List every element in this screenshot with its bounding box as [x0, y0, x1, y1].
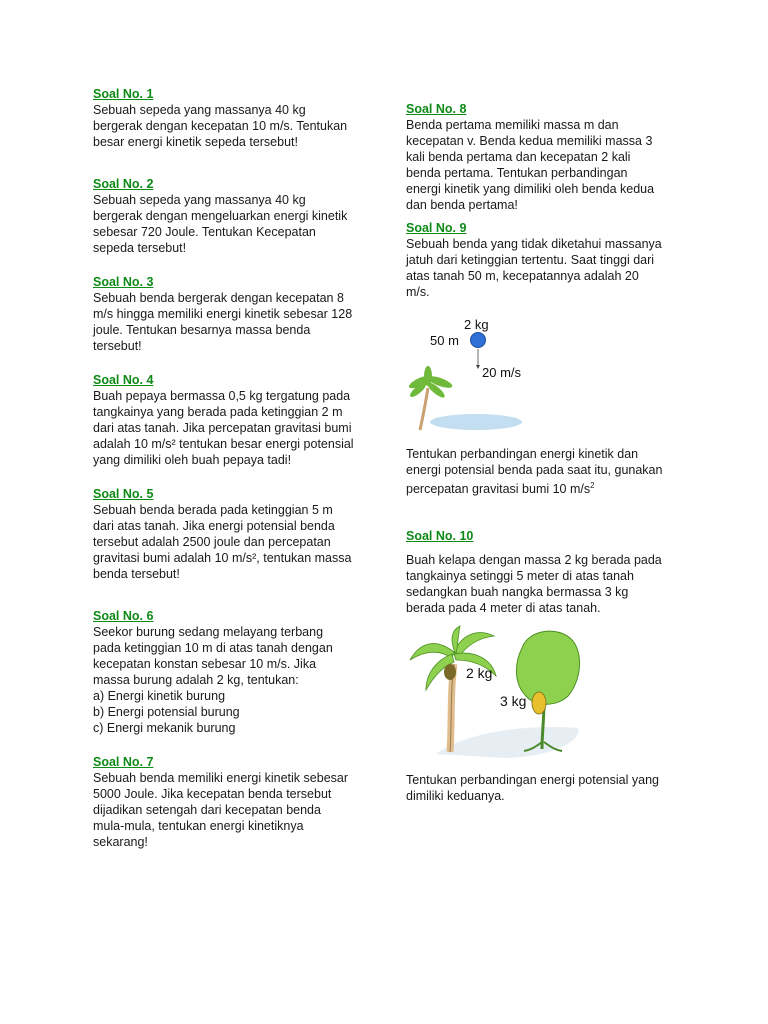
problem-7-text: Sebuah benda memiliki energi kinetik sebesar 5000 Joule. Jika kecepatan benda tersebut dijadikan setengah dari kecepatan benda mula-mula, tentukan energi kinetiknya sekarang!: [93, 771, 349, 849]
mass-label: 2 kg: [464, 317, 489, 332]
problem-10: [406, 528, 681, 804]
problem-5: [93, 486, 368, 582]
problem-9: [406, 220, 681, 497]
problem-6-title: Soal No. 6: [93, 609, 154, 623]
palm-leaves-icon: [407, 366, 453, 400]
speed-label: 20 m/s: [482, 365, 522, 380]
problem-2-text: Sebuah sepeda yang massanya 40 kg bergerak dengan mengeluarkan energi kinetik sebesar 720 Joule. Tentukan Kecepatan sepeda tersebut!: [93, 193, 348, 255]
problem-10-text: Buah kelapa dengan massa 2 kg berada pada tangkainya setinggi 5 meter di atas tanah sedangkan buah nangka bermassa 3 kg berada pada 4 meter di atas tanah.: [406, 553, 662, 616]
problem-1-title: Soal No. 1: [93, 87, 154, 101]
pond-shadow: [430, 414, 522, 430]
jackfruit-mass-label: 3 kg: [500, 693, 527, 710]
problem-7-title: Soal No. 7: [93, 755, 154, 769]
problem-4-text: Buah pepaya bermassa 0,5 kg tergatung pada tangkainya yang berada pada ketinggian 2 m dari atas tanah. Jika percepatan gravitasi bumi adalah 10 m/s² tentukan besar energi potensial yang dimiliki oleh buah pepaya tadi!: [93, 389, 354, 467]
arrow-head-icon: [476, 365, 480, 369]
problem-1-text: Sebuah sepeda yang massanya 40 kg bergerak dengan kecepatan 10 m/s. Tentukan besar energi kinetik sepeda tersebut!: [93, 103, 348, 149]
problem-6: [93, 608, 368, 736]
jackfruit-fruit: [532, 692, 546, 714]
problem-10-question: Tentukan perbandingan energi potensial yang dimiliki keduanya.: [406, 773, 659, 804]
problem-2: [93, 176, 368, 256]
problem-9-question-text: Tentukan perbandingan energi kinetik dan energi potensial benda pada saat itu, gunakan percepatan gravitasi bumi 10 m/s: [406, 447, 663, 497]
problem-2-title: Soal No. 2: [93, 177, 154, 191]
problem-3: [93, 274, 368, 354]
left-column: [93, 86, 368, 850]
problem-4-title: Soal No. 4: [93, 373, 154, 387]
problem-1: [93, 86, 368, 150]
problem-8-title: Soal No. 8: [406, 102, 467, 116]
problem-3-text: Sebuah benda bergerak dengan kecepatan 8 m/s hingga memiliki energi kinetik sebesar 128 joule. Tentukan besarnya massa benda tersebut!: [93, 291, 353, 353]
right-column: [406, 101, 681, 804]
falling-ball: [471, 333, 486, 348]
problem-9-text: Sebuah benda yang tidak diketahui massanya jatuh dari ketinggian tertentu. Saat tinggi dari atas tanah 50 m, kecepatannya adalah 20 m/s.: [406, 237, 662, 299]
problem-8-text: Benda pertama memiliki massa m dan kecepatan v. Benda kedua memiliki massa 3 kali benda pertama dan kecepatan 2 kali benda pertama. Tentukan perbandingan energi kinetik yang dimiliki oleh benda kedua dan benda pertama!: [406, 118, 655, 212]
exponent: 2: [590, 481, 595, 490]
palm-trunk: [420, 388, 428, 430]
ground-shadow: [436, 727, 578, 758]
problem-5-text: Sebuah benda berada pada ketinggian 5 m dari atas tanah. Jika energi potensial benda tersebut adalah 2500 joule dan percepatan gravitasi bumi adalah 10 m/s², tentukan massa benda tersebut!: [93, 503, 352, 581]
problem-7: [93, 754, 368, 850]
problem-6-text: Seekor burung sedang melayang terbang pada ketinggian 10 m di atas tanah dengan kecepatan konstan sebesar 10 m/s. Jika massa burung adalah 2 kg, tentukan: a) Energi kinetik burung b) Energi potensial burung c) Energi mekanik burung: [93, 625, 333, 735]
problem-3-title: Soal No. 3: [93, 275, 154, 289]
problem-9-question: [406, 446, 681, 497]
problem-8: [406, 101, 681, 213]
problem-5-title: Soal No. 5: [93, 487, 154, 501]
problem-10-title: Soal No. 10: [406, 529, 474, 544]
problem-9-title: Soal No. 9: [406, 221, 467, 235]
height-label: 50 m: [430, 333, 459, 348]
fruit-trees-figure: [406, 624, 586, 764]
coconut-mass-label: 2 kg: [466, 665, 493, 682]
falling-ball-figure: [406, 312, 526, 432]
problem-4: [93, 372, 368, 468]
coconut-fruit: [444, 664, 456, 680]
